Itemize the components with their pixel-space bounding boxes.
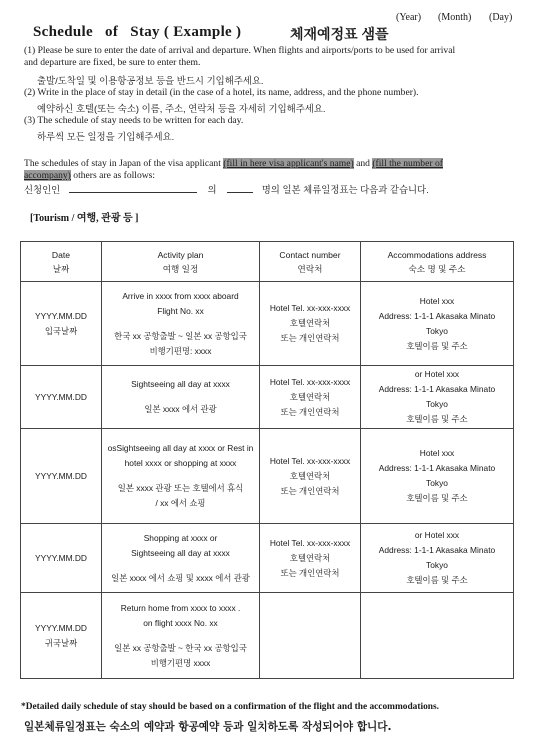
footer-note-ko: 일본체류일정표는 숙소의 예약과 항공예약 등과 일치하도록 작성되어야 합니다.	[24, 721, 392, 733]
date-value: YYYY.MM.DD	[35, 470, 87, 481]
accommodation-line: Address: 1-1-1 Akasaka Minato	[378, 545, 496, 555]
header-date-en: Date	[51, 249, 71, 260]
row-5-date[interactable]	[21, 593, 102, 679]
activity-line: hotel xxxx or shopping at xxxx	[124, 458, 237, 468]
activity-line: Return home from xxxx to xxxx .	[120, 602, 241, 613]
row-3-accommodation[interactable]	[361, 429, 514, 524]
contact-line: 호텔연락처	[289, 391, 331, 402]
row-3-date[interactable]	[21, 429, 102, 524]
activity-line: 일본 xxxx 에서 쇼핑 및 xxxx 에서 관광	[111, 572, 250, 583]
note-3-ko: 하루씩 모든 일정을 기입해주세요.	[37, 131, 175, 142]
contact-line: 또는 개인연락처	[280, 333, 340, 343]
date-ko: 입국날짜	[44, 325, 78, 336]
accommodation-line: Tokyo	[426, 560, 448, 570]
activity-line: / xx 에서 쇼핑	[155, 498, 206, 508]
statement-suffix: others are as follows:	[70, 170, 156, 181]
accommodation-line: or Hotel xxx	[414, 369, 460, 379]
accompany-number-field-cont[interactable]: accompany)	[24, 170, 71, 181]
accommodation-line: Tokyo	[426, 478, 448, 488]
date-value: YYYY.MM.DD	[35, 552, 87, 563]
row-1-contact[interactable]	[260, 282, 361, 366]
contact-line: 호텔연락처	[289, 318, 331, 328]
accommodation-line: 호텔이름 및 주소	[406, 340, 468, 351]
row-2-activity[interactable]	[102, 366, 260, 429]
row-3-contact[interactable]	[260, 429, 361, 524]
row-1-accommodation[interactable]	[361, 282, 514, 366]
row-4-date[interactable]	[21, 524, 102, 593]
row-1-activity[interactable]	[102, 282, 260, 366]
table-header-row	[21, 242, 514, 282]
accommodation-line: Address: 1-1-1 Akasaka Minato	[378, 310, 496, 321]
date-value: YYYY.MM.DD	[35, 391, 87, 402]
activity-line: on flight xxxx No. xx	[143, 617, 218, 628]
note-2-ko: 예약하신 호텔(또는 숙소) 이름, 주소, 연락처 등을 자세히 기입해주세요.	[37, 103, 326, 114]
accommodation-line: Hotel xxx	[419, 295, 455, 306]
accommodation-line: 호텔이름 및 주소	[406, 575, 468, 585]
accommodation-line: 호텔이름 및 주소	[406, 493, 468, 503]
table-row	[21, 282, 514, 366]
accompany-number-field[interactable]: (fill the number of	[372, 158, 443, 169]
activity-line: 일본 xxxx 에서 관광	[144, 404, 217, 414]
table-row	[21, 429, 514, 524]
activity-line: Sightseeing all day at xxxx	[131, 547, 230, 558]
note-1	[24, 45, 455, 69]
activity-line: 비행기편명 xxxx	[150, 657, 211, 668]
contact-line: 또는 개인연락처	[280, 406, 340, 417]
accommodation-line: Address: 1-1-1 Akasaka Minato	[378, 463, 496, 473]
activity-line: Flight No. xx	[157, 305, 204, 316]
contact-line: Hotel Tel. xx-xxx-xxxx	[269, 455, 351, 466]
applicant-statement-ko	[24, 182, 429, 196]
note-2-en: (2) Write in the place of stay in detail (in the case of a hotel, its name, address, and the phone number).	[24, 87, 419, 98]
statement-prefix: The schedules of stay in Japan of the visa applicant	[24, 158, 224, 169]
header-activity-en: Activity plan	[157, 249, 204, 260]
accommodation-line: or Hotel xxx	[414, 530, 460, 540]
activity-line: Arrive in xxxx from xxxx aboard	[122, 290, 239, 301]
contact-line: Hotel Tel. xx-xxx-xxxx	[269, 376, 351, 387]
header-accommodation	[361, 242, 514, 282]
row-4-accommodation[interactable]	[361, 524, 514, 593]
day-label: (Day)	[489, 12, 513, 23]
year-label: (Year)	[396, 12, 422, 23]
contact-line: 호텔연락처	[289, 470, 331, 481]
header-activity-ko: 여행 일정	[162, 263, 199, 274]
row-3-activity[interactable]	[102, 429, 260, 524]
applicant-name-field[interactable]: (fill in here visa applicant's name)	[223, 158, 354, 169]
accommodation-line: Tokyo	[426, 399, 448, 409]
month-label: (Month)	[438, 12, 472, 23]
accommodation-line: Address: 1-1-1 Akasaka Minato	[378, 384, 496, 394]
row-5-accommodation[interactable]	[361, 593, 514, 679]
row-1-date[interactable]	[21, 282, 102, 366]
statement-ko-applicant: 신청인인	[24, 184, 61, 195]
header-contact	[260, 242, 361, 282]
page-title: Schedule of Stay ( Example )	[33, 24, 242, 40]
accommodation-line: Hotel xxx	[419, 448, 455, 458]
activity-line: 일본 xxxx 관광 또는 호텔에서 휴식	[117, 483, 244, 493]
row-5-activity[interactable]	[102, 593, 260, 679]
activity-line: 비행기편명: xxxx	[149, 345, 212, 356]
row-2-accommodation[interactable]	[361, 366, 514, 429]
row-2-date[interactable]	[21, 366, 102, 429]
schedule-table	[20, 241, 514, 679]
table-row	[21, 593, 514, 679]
table-row	[21, 366, 514, 429]
applicant-statement	[24, 158, 443, 170]
activity-line: 일본 xx 공항출발 ~ 한국 xx 공항입국	[114, 642, 247, 653]
activity-line: Sightseeing all day at xxxx	[131, 379, 230, 389]
page-title-ko: 체재예정표 샘플	[290, 26, 389, 42]
row-5-contact[interactable]	[260, 593, 361, 679]
header-contact-ko: 연락처	[297, 263, 323, 274]
header-accommodation-en: Accommodations address	[387, 249, 487, 260]
note-1-ko: 출발/도착일 및 이용항공정보 등을 반드시 기입해주세요.	[37, 75, 264, 86]
activity-line: osSightseeing all day at xxxx or Rest in	[107, 443, 254, 453]
accommodation-line: Tokyo	[426, 325, 448, 336]
applicant-statement-line-2	[24, 170, 155, 182]
row-2-contact[interactable]	[260, 366, 361, 429]
activity-line: Shopping at xxxx or	[143, 532, 218, 543]
row-4-contact[interactable]	[260, 524, 361, 593]
table-row	[21, 524, 514, 593]
header-date-ko: 날짜	[52, 263, 70, 274]
footer-note-en: *Detailed daily schedule of stay should be based on a confirmation of the flight and the accommodations.	[21, 702, 439, 712]
contact-line: Hotel Tel. xx-xxx-xxxx	[269, 537, 351, 548]
contact-line: 또는 개인연락처	[280, 567, 340, 578]
statement-ko-rest: 명의 일본 체류일정표는 다음과 같습니다.	[261, 184, 429, 195]
accommodation-line: 호텔이름 및 주소	[406, 414, 468, 424]
accompany-count-blank[interactable]	[227, 183, 253, 193]
header-contact-en: Contact number	[279, 249, 341, 260]
category-label: [Tourism / 여행, 관광 등 ]	[30, 213, 139, 224]
date-ko: 귀국날짜	[44, 637, 78, 648]
contact-line: 호텔연락처	[289, 552, 331, 563]
note-3-en: (3) The schedule of stay needs to be written for each day.	[24, 115, 244, 126]
contact-line: Hotel Tel. xx-xxx-xxxx	[269, 303, 351, 313]
date-value: YYYY.MM.DD	[35, 622, 87, 633]
activity-line: 한국 xx 공항출발 ~ 일본 xx 공항입국	[114, 330, 247, 341]
note-1-en-line-1: (1) Please be sure to enter the date of arrival and departure. When flights and airports/ports to be used for arrival	[24, 45, 456, 56]
statement-ko-of: 의	[207, 184, 217, 195]
header-activity	[102, 242, 260, 282]
statement-and: and	[353, 158, 373, 169]
contact-line: 또는 개인연락처	[280, 485, 340, 496]
applicant-name-blank[interactable]	[69, 183, 197, 193]
header-date	[21, 242, 102, 282]
date-value: YYYY.MM.DD	[35, 310, 87, 321]
row-4-activity[interactable]	[102, 524, 260, 593]
note-1-en-line-2: and departure are fixed, be sure to enter them.	[24, 57, 201, 68]
header-accommodation-ko: 숙소 명 및 주소	[408, 263, 466, 274]
